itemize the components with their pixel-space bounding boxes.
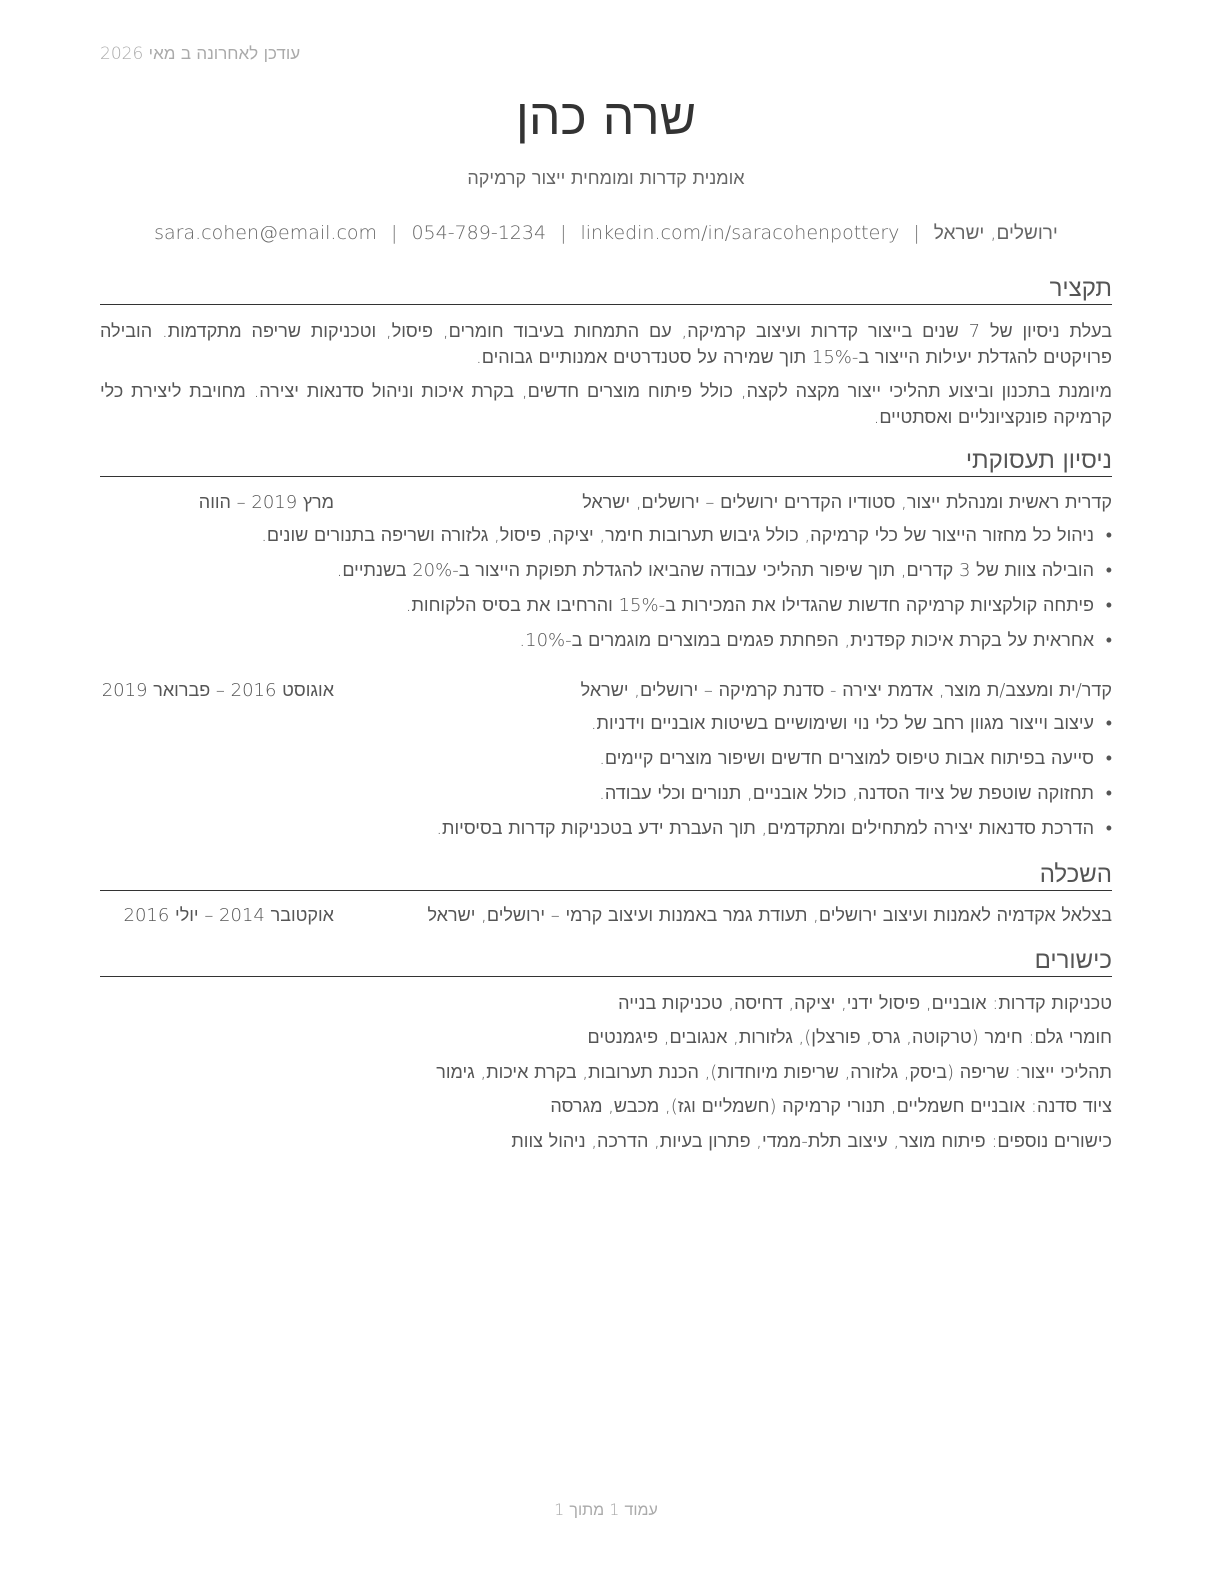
summary-heading: תקציר [1049,274,1112,302]
contact-separator: | [391,222,398,244]
list-item [100,629,1112,664]
education-institution: בצלאל אקדמיה לאמנות ועיצוב ירושלים, תעודת גמר באמנות ועיצוב קרמי – ירושלים, ישראל [427,905,1112,926]
job-bullet-list [100,524,1112,664]
bullet-text: פיתחה קולקציות קרמיקה חדשות שהגדילו את המכירות ב-15% והרחיבו את בסיס הלקוחות. [405,595,1094,616]
list-item [100,817,1112,852]
bullet-text: עיצוב וייצור מגוון רחב של כלי נוי ושימושיים בשיטות אובניים וידניות. [590,713,1094,734]
bullet-icon: • [1105,748,1112,769]
bullet-text: תחזוקה שוטפת של ציוד הסדנה, כולל אובניים, תנורים וכלי עבודה. [599,783,1094,804]
email-link[interactable]: sara.cohen@email.com [154,222,378,244]
job-role: קדרית ראשית ומנהלת ייצור, סטודיו הקדרים ירושלים – ירושלים, ישראל [582,492,1112,513]
skill-item: חומרי גלם: חימר (טרקוטה, גרס, פורצלן), גלזורות, אנגובים, פיגמנטים [587,1027,1112,1049]
education-heading: השכלה [1039,860,1112,888]
experience-heading: ניסיון תעסוקתי [965,446,1112,474]
education-dates: אוקטובר 2014 – יולי 2016 [123,905,334,926]
resume-page [100,0,1112,1584]
job-role: קדר/ית ומעצב/ת מוצר, אדמת יצירה - סדנת קרמיקה – ירושלים, ישראל [580,680,1112,701]
bullet-icon: • [1105,560,1112,581]
bullet-icon: • [1105,783,1112,804]
skill-item: כישורים נוספים: פיתוח מוצר, עיצוב תלת-ממדי, פתרון בעיות, הדרכה, ניהול צוות [511,1130,1112,1152]
bullet-icon: • [1105,713,1112,734]
list-item [100,594,1112,629]
page-number: עמוד 1 מתוך 1 [554,1500,658,1519]
contact-separator: | [913,222,920,244]
last-updated-text: עודכן לאחרונה ב מאי 2026 [100,44,301,64]
summary-divider [100,304,1112,305]
bullet-text: הדרכת סדנאות יצירה למתחילים ומתקדמים, תוך העברת ידע בטכניקות קדרות בסיסיות. [436,818,1094,839]
job-bullet-list [100,712,1112,852]
contact-separator: | [560,222,567,244]
skill-item: תהליכי ייצור: שריפה (ביסק, גלזורה, שריפות מיוחדות), הכנת תערובות, בקרת איכות, גימור [436,1061,1112,1083]
bullet-icon: • [1105,595,1112,616]
bullet-text: סייעה בפיתוח אבות טיפוס למוצרים חדשים ושיפור מוצרים קיימים. [599,748,1094,769]
summary-paragraph: מיומנת בתכנון וביצוע תהליכי ייצור מקצה לקצה, כולל פיתוח מוצרים חדשים, בקרת איכות וניהול סדנאות יצירה. מחויבת ליצירת כלי קרמיקה פונקציונליים ואסתטיים. [100,381,1112,428]
skills-heading: כישורים [1034,946,1112,974]
experience-divider [100,476,1112,477]
list-item [100,559,1112,594]
bullet-icon: • [1105,525,1112,546]
bullet-text: הובילה צוות של 3 קדרים, תוך שיפור תהליכי עבודה שהביאו להגדלת תפוקת הייצור ב-20% בשנתיים. [336,560,1094,581]
candidate-name: שרה כהן [515,88,697,146]
location-text: ירושלים, ישראל [933,222,1058,244]
education-divider [100,890,1112,891]
job-dates: אוגוסט 2016 – פברואר 2019 [101,680,334,701]
phone-text: 054-789-1234 [411,222,547,244]
linkedin-link[interactable]: linkedin.com/in/saracohenpottery [580,222,900,244]
list-item [100,524,1112,559]
list-item [100,782,1112,817]
summary-paragraph: בעלת ניסיון של 7 שנים בייצור קדרות ועיצוב קרמיקה, עם התמחות בעיבוד חומרים, פיסול, וטכניקות שריפה מתקדמות. הובילה פרויקטים להגדלת יעילות הייצור ב-15% תוך שמירה על סטנדרטים אמנותיים גבוהים. [100,321,1112,368]
contact-line [100,222,1112,245]
list-item [100,747,1112,782]
skill-item: טכניקות קדרות: אובניים, פיסול ידני, יציקה, דחיסה, טכניקות בנייה [618,993,1112,1014]
candidate-tagline: אומנית קדרות ומומחית ייצור קרמיקה [467,168,745,189]
bullet-text: ניהול כל מחזור הייצור של כלי קרמיקה, כולל גיבוש תערובות חימר, יציקה, פיסול, גלזורה ושריפה בתנורים שונים. [261,525,1094,546]
bullet-text: אחראית על בקרת איכות קפדנית, הפחתת פגמים במוצרים מוגמרים ב-10%. [519,630,1094,651]
skill-item: ציוד סדנה: אובניים חשמליים, תנורי קרמיקה (חשמליים וגז), מכבש, מגרסה [550,1096,1112,1118]
bullet-icon: • [1105,630,1112,651]
skills-divider [100,976,1112,977]
job-dates: מרץ 2019 – הווה [198,492,334,513]
list-item [100,712,1112,747]
skills-list [100,992,1112,1164]
bullet-icon: • [1105,818,1112,839]
